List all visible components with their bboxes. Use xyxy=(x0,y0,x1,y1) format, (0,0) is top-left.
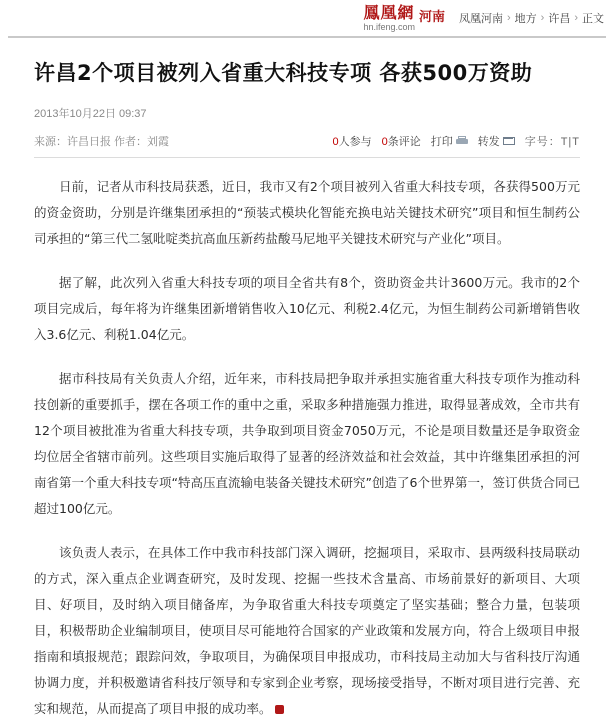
breadcrumb-sep-1: › xyxy=(540,12,545,24)
breadcrumb-sep-0: › xyxy=(506,12,511,24)
paragraph-1: 日前，记者从市科技局获悉，近日，我市又有2个项目被列入省重大科技专项，各获得500万元的资金资助，分别是许继集团承担的“预装式模块化智能充换电站关键技术研究”项目和恒生制药公司承担的“第三代二氢吡啶类抗高血压新药盐酸马尼地平关键技术研究与产业化”项目。 xyxy=(34,179,580,247)
paragraph-3: 据市科技局有关负责人介绍，近年来，市科技局把争取并承担实施省重大科技专项作为推动科技创新的重要抓手，摆在各项工作的重中之重，采取多种措施强力推进，取得显著成效，全市共有12个项目被批准为省重大科技专项，共争取到项目资金7050万元，不论是项目数量还是争取资金均位居全省辖市前列。这些项目实施后取得了显著的经济效益和社会效益，其中许继集团承担的河南省第一个重大科技专项“特高压直流输电装备关键技术研究”创造了6个世界第一，签订供货合同已超过100亿元。 xyxy=(34,371,580,517)
participants-label: 人参与 xyxy=(338,136,372,149)
paragraph-2: 据了解，此次列入省重大科技专项的项目全省共有8个，资助资金共计3600万元。我市的2个项目完成后，每年将为许继集团新增销售收入10亿元、利税2.4亿元，为恒生制药公司新增销售收入3.6亿元、利税1.04亿元。 xyxy=(34,275,580,343)
site-logo[interactable] xyxy=(363,2,445,32)
comments-count[interactable] xyxy=(382,133,421,149)
brand-name-cn: 鳳凰網 xyxy=(363,2,415,22)
mail-icon xyxy=(503,136,515,146)
article-meta-row xyxy=(34,131,580,151)
end-mark-icon xyxy=(275,705,284,714)
breadcrumb-item-1[interactable]: 地方 xyxy=(514,13,537,25)
printer-icon xyxy=(456,136,468,146)
print-label: 打印 xyxy=(430,136,453,149)
share-button[interactable] xyxy=(478,133,515,149)
comments-number: 0 xyxy=(381,136,388,149)
breadcrumb-item-3[interactable]: 正文 xyxy=(582,13,604,25)
comments-label: 条评论 xyxy=(387,136,421,149)
breadcrumb-sep-2: › xyxy=(574,12,578,24)
article-datetime: 2013年10月22日 09:37 xyxy=(34,108,147,121)
breadcrumb-item-0[interactable]: 凤凰河南 xyxy=(458,13,503,25)
print-button[interactable] xyxy=(431,133,468,149)
font-size-toggle[interactable]: 字号：T|T xyxy=(524,136,580,149)
article-source: 来源：许昌日报 作者：刘霞 xyxy=(34,136,170,149)
paragraph-4 xyxy=(34,540,580,722)
site-header xyxy=(0,0,614,36)
participants-number: 0 xyxy=(332,136,339,149)
participants-count[interactable] xyxy=(332,133,371,149)
breadcrumb-item-2[interactable]: 许昌 xyxy=(548,13,571,25)
article-content xyxy=(34,174,580,722)
page-title: 许昌2个项目被列入省重大科技专项 各获500万资助 xyxy=(34,61,533,85)
brand-url: hn.ifeng.com xyxy=(363,21,415,32)
brand-region: 河南 xyxy=(418,9,445,25)
breadcrumb xyxy=(459,10,604,26)
header-divider xyxy=(8,36,606,38)
paragraph-4-text: 该负责人表示，在具体工作中我市科技部门深入调研，挖掘项目，采取市、县两级科技局联动的方式，深入重点企业调查研究，及时发现、挖掘一些技术含量高、市场前景好的新项目、大项目、好项目，及时纳入项目储备库，为争取省重大科技专项奠定了坚实基础；整合力量，包装项目，积极帮助企业编制项目，使项目尽可能地符合国家的产业政策和发展方向，符合上级项目申报指南和填报规范；跟踪问效，争取项目，为确保项目申报成功，市科技局主动加大与省科技厅沟通协调力度，并积极邀请省科技厅领导和专家到企业考察，现场接受指导，不断对项目进行完善、充实和规范，从而提高了项目申报的成功率。 xyxy=(34,545,580,717)
share-label: 转发 xyxy=(477,136,500,149)
article-body xyxy=(0,60,614,722)
meta-divider xyxy=(34,157,580,158)
